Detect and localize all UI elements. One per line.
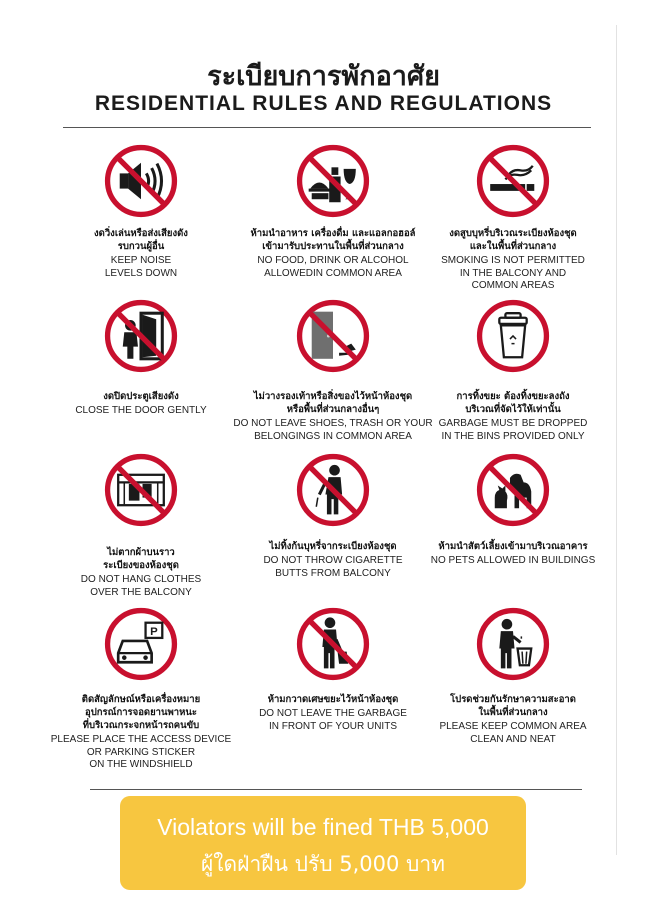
rule-th-text: งดวิ่งเล่นหรือส่งเสียงดัง รบกวนผู้อื่น [94, 228, 188, 252]
rule-th-text: ไม่ทิ้งก้นบุหรี่จากระเบียงห้องชุด [269, 541, 397, 552]
speaker-sound-icon [103, 143, 179, 219]
shoes-at-door-icon [295, 298, 371, 374]
rule-door [41, 298, 241, 418]
rule-pets [413, 452, 613, 568]
rule-noise [41, 143, 241, 280]
rule-en-text: DO NOT LEAVE SHOES, TRASH OR YOUR BELONGINGS IN COMMON AREA [233, 418, 433, 442]
rule-smoking [413, 143, 613, 293]
cigarette-icon [475, 143, 551, 219]
rule-th-text: ไม่วางรองเท้าหรือสิ่งของไว้หน้าห้องชุด หรือพื้นที่ส่วนกลางอื่นๆ [253, 391, 413, 415]
fine-thai: ผู้ใดฝ่าฝืน ปรับ 5,000 บาท [200, 852, 445, 876]
rule-th-text: การทิ้งขยะ ต้องทิ้งขยะลงถัง บริเวณที่จัดไว้ให้เท่านั้น [456, 391, 570, 415]
rule-parking [41, 606, 241, 772]
rule-en-text: NO PETS ALLOWED IN BUILDINGS [430, 555, 596, 566]
garbage-bag-icon [295, 606, 371, 682]
rule-th-text: ไม่ตากผ้าบนราว ระเบียงของห้องชุด [103, 547, 179, 571]
food-drink-icon [295, 143, 371, 219]
rule-th-text: ติดสัญลักษณ์หรือเครื่องหมาย อุปกรณ์การจอดยานพาหนะ ที่บริเวณกระจกหน้ารถคนขับ [81, 694, 201, 731]
rule-th-text: ห้ามกวาดเศษขยะไว้หน้าห้องชุด [267, 694, 399, 705]
keep-clean-icon [475, 606, 551, 682]
page-edge-line [616, 25, 617, 855]
rule-en-text: CLOSE THE DOOR GENTLY [75, 405, 207, 416]
rule-garbage-front [233, 606, 433, 733]
rule-bins [413, 298, 613, 443]
rule-en-text: PLEASE PLACE THE ACCESS DEVICE OR PARKING STICKER ON THE WINDSHIELD [50, 734, 232, 770]
fine-banner [120, 796, 526, 890]
car-parking-icon [103, 606, 179, 682]
rule-en-text: NO FOOD, DRINK OR ALCOHOL ALLOWEDIN COMMON AREA [257, 255, 409, 279]
title-english: RESIDENTIAL RULES AND REGULATIONS [94, 92, 553, 115]
pets-icon [475, 452, 551, 528]
divider-top [63, 127, 591, 128]
rule-th-text: ห้ามนำสัตว์เลี้ยงเข้ามาบริเวณอาคาร [438, 541, 588, 552]
rule-th-text: งดปิดประตูเสียงดัง [103, 391, 179, 402]
rule-en-text: DO NOT LEAVE THE GARBAGE IN FRONT OF YOUR UNITS [259, 708, 407, 732]
rule-en-text: DO NOT HANG CLOTHES OVER THE BALCONY [80, 574, 202, 598]
divider-bottom [90, 789, 582, 790]
rule-cigarette-butts [233, 452, 433, 580]
rule-en-text: GARBAGE MUST BE DROPPED IN THE BINS PROVIDED ONLY [438, 418, 588, 442]
trash-bin-icon [475, 298, 551, 374]
rule-en-text: DO NOT THROW CIGARETTE BUTTS FROM BALCONY [263, 555, 403, 579]
rule-en-text: KEEP NOISE LEVELS DOWN [104, 255, 178, 279]
rule-food [233, 143, 433, 280]
rule-keep-clean [413, 606, 613, 746]
rule-clothes [41, 452, 241, 599]
clothes-rack-icon [103, 452, 179, 528]
rule-th-text: ห้ามนำอาหาร เครื่องดื่ม และแอลกอฮอล์ เข้ามารับประทานในพื้นที่ส่วนกลาง [250, 228, 416, 252]
door-slam-icon [103, 298, 179, 374]
title-thai: ระเบียบการพักอาศัย [207, 61, 440, 92]
rule-en-text: PLEASE KEEP COMMON AREA CLEAN AND NEAT [439, 721, 587, 745]
rule-shoes [233, 298, 433, 443]
rule-th-text: งดสูบบุหรี่บริเวณระเบียงห้องชุด และในพื้นที่ส่วนกลาง [449, 228, 577, 252]
person-cigarette-icon [295, 452, 371, 528]
parking-sign-letter: P [150, 625, 158, 638]
rule-th-text: โปรดช่วยกันรักษาความสะอาด ในพื้นที่ส่วนกลาง [450, 694, 576, 718]
fine-english: Violators will be fined THB 5,000 [157, 814, 489, 840]
rule-en-text: SMOKING IS NOT PERMITTED IN THE BALCONY AND COMMON AREAS [441, 255, 585, 291]
